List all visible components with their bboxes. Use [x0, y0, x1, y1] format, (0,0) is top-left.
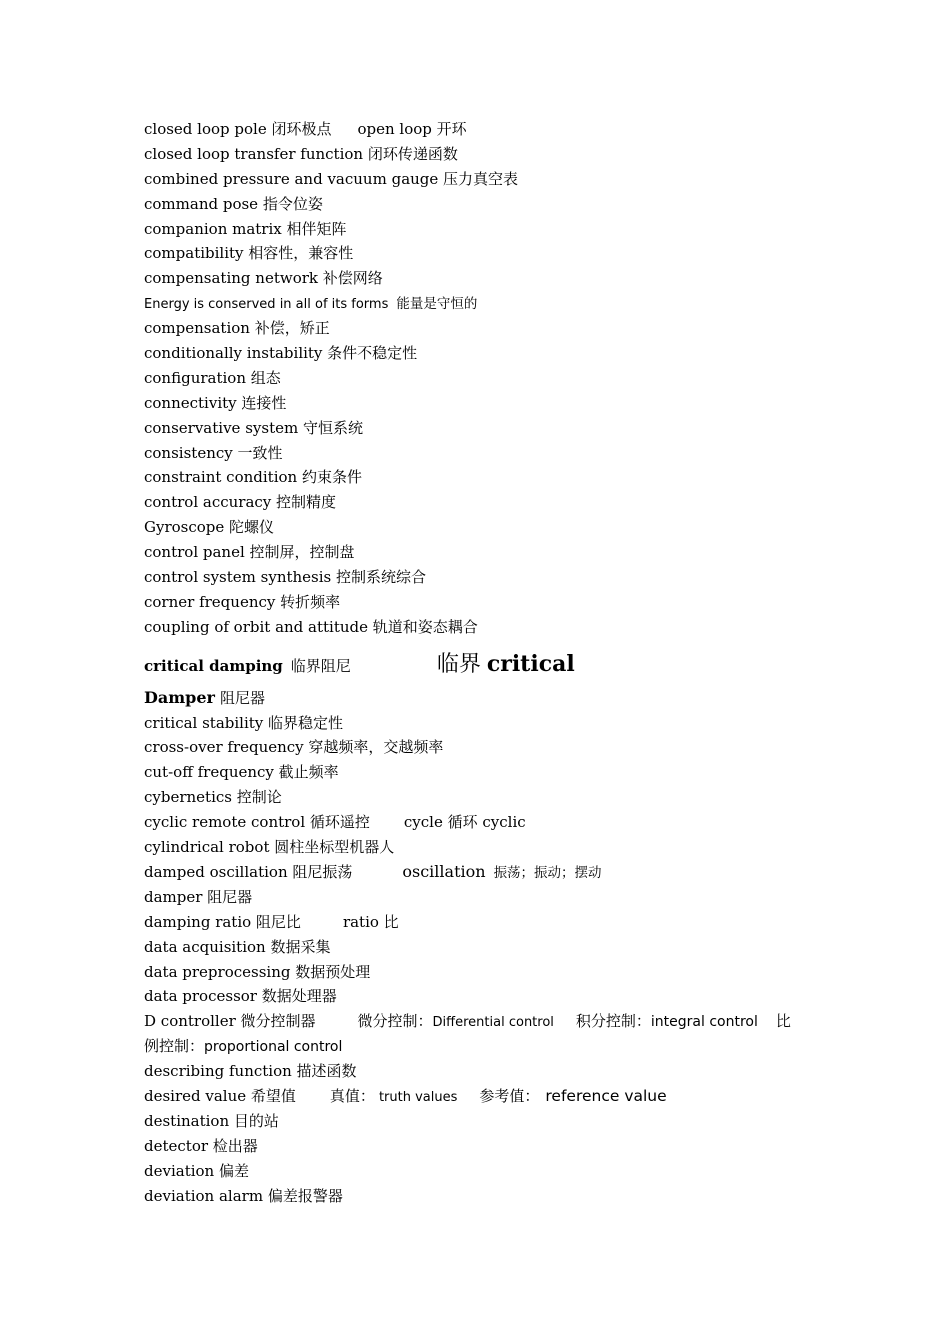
glossary-line — [144, 1184, 824, 1209]
glossary-line — [144, 615, 824, 640]
term-zh: 阻尼器 — [219, 688, 265, 707]
glossary-line — [144, 465, 824, 490]
term: desired value 希望值 — [144, 1086, 296, 1105]
term: compensation 补偿，矫正 — [144, 319, 330, 338]
glossary-line — [144, 490, 824, 515]
term: data processor 数据处理器 — [144, 987, 337, 1006]
term: describing function 描述函数 — [144, 1062, 357, 1081]
glossary-line — [144, 192, 824, 217]
term: cylindrical robot 圆柱坐标型机器人 — [144, 838, 395, 857]
glossary-line — [144, 785, 824, 810]
term-en: proportional control — [204, 1039, 343, 1056]
term: control accuracy 控制精度 — [144, 493, 337, 512]
term-zh: 比 — [775, 1012, 791, 1031]
glossary-line — [144, 835, 824, 860]
term: companion matrix 相伴矩阵 — [144, 219, 347, 238]
glossary-line — [144, 167, 824, 192]
term: open loop 开环 — [357, 120, 467, 138]
glossary-line — [144, 117, 824, 142]
glossary-line — [144, 860, 824, 885]
glossary-line — [144, 540, 824, 565]
term: data acquisition 数据采集 — [144, 937, 331, 956]
term-zh: 真值： — [329, 1086, 375, 1105]
term: corner frequency 转折频率 — [144, 592, 341, 611]
term: closed loop transfer function 闭环传递函数 — [144, 144, 458, 163]
glossary-line — [144, 565, 824, 590]
term-zh: 微分控制： — [357, 1012, 433, 1031]
term-zh: 例控制： — [144, 1037, 205, 1056]
glossary-line — [144, 984, 824, 1009]
term: deviation 偏差 — [144, 1161, 249, 1180]
term-en: reference value — [545, 1086, 667, 1105]
glossary-line — [144, 1059, 824, 1084]
glossary-line — [144, 1159, 824, 1184]
glossary-line — [144, 1009, 824, 1034]
glossary-line — [144, 760, 824, 785]
term: Gyroscope 陀螺仪 — [144, 518, 275, 537]
glossary-content — [144, 117, 824, 1208]
term: constraint condition 约束条件 — [144, 468, 362, 487]
term: compatibility 相容性，兼容性 — [144, 244, 354, 263]
big-term-en: critical — [486, 650, 575, 677]
glossary-line — [144, 590, 824, 615]
term-zh: 参考值： — [479, 1086, 540, 1105]
glossary-line — [144, 391, 824, 416]
term: closed loop pole 闭环极点 — [144, 120, 332, 138]
term: command pose 指令位姿 — [144, 194, 323, 213]
glossary-line — [144, 366, 824, 391]
term: destination 目的站 — [144, 1111, 279, 1130]
term: coupling of orbit and attitude 轨道和姿态耦合 — [144, 617, 478, 636]
term: combined pressure and vacuum gauge 压力真空表 — [144, 169, 519, 188]
term: configuration 组态 — [144, 368, 281, 387]
term: ratio 比 — [342, 912, 399, 931]
glossary-line — [144, 810, 824, 835]
term: conditionally instability 条件不稳定性 — [144, 344, 418, 363]
term: cross-over frequency 穿越频率，交越频率 — [144, 738, 444, 757]
glossary-line — [144, 515, 824, 540]
term: detector 检出器 — [144, 1136, 258, 1155]
term-en: Differential control — [432, 1015, 554, 1031]
term-en: Energy is conserved in all of its forms — [144, 297, 389, 313]
glossary-line — [144, 441, 824, 466]
glossary-line — [144, 935, 824, 960]
term-zh: 积分控制： — [575, 1012, 651, 1031]
glossary-line — [144, 1134, 824, 1159]
glossary-line — [144, 241, 824, 266]
glossary-line — [144, 316, 824, 341]
glossary-line — [144, 711, 824, 736]
term-zh: 能量是守恒的 — [396, 296, 478, 313]
glossary-line — [144, 291, 824, 316]
critical-heading-line — [144, 640, 824, 686]
glossary-line — [144, 1084, 824, 1109]
term: cybernetics 控制论 — [144, 788, 282, 807]
term: cyclic remote control 循环遥控 — [144, 813, 370, 832]
term-en: integral control — [650, 1014, 758, 1031]
term: critical stability 临界稳定性 — [144, 713, 344, 732]
term: deviation alarm 偏差报警器 — [144, 1186, 343, 1205]
glossary-line — [144, 1034, 824, 1059]
term: consistency 一致性 — [144, 443, 283, 462]
glossary-line — [144, 416, 824, 441]
term-en: critical damping — [144, 656, 283, 675]
big-term-zh: 临界 — [436, 651, 481, 677]
term-zh: 临界阻尼 — [290, 656, 351, 675]
term: control system synthesis 控制系统综合 — [144, 568, 427, 587]
term: damper 阻尼器 — [144, 887, 253, 906]
term-zh: 振荡；振动；摆动 — [493, 864, 602, 881]
term: D controller 微分控制器 — [144, 1012, 316, 1031]
glossary-line — [144, 266, 824, 291]
term: conservative system 守恒系统 — [144, 418, 363, 437]
term: cycle 循环 cyclic — [403, 813, 526, 832]
term: damping ratio 阻尼比 — [144, 912, 301, 931]
term-en: Damper — [144, 687, 215, 707]
glossary-line — [144, 1109, 824, 1134]
glossary-line — [144, 217, 824, 242]
term: compensating network 补偿网络 — [144, 269, 383, 288]
term: cut-off frequency 截止频率 — [144, 763, 339, 782]
term: oscillation — [402, 861, 486, 881]
glossary-line — [144, 910, 824, 935]
term: control panel 控制屏，控制盘 — [144, 543, 355, 562]
term-en: truth values — [378, 1089, 458, 1105]
glossary-line — [144, 960, 824, 985]
glossary-line — [144, 341, 824, 366]
damper-heading-line — [144, 686, 824, 711]
glossary-line — [144, 142, 824, 167]
glossary-line — [144, 735, 824, 760]
term: connectivity 连接性 — [144, 393, 287, 412]
term: damped oscillation 阻尼振荡 — [144, 862, 353, 881]
term: data preprocessing 数据预处理 — [144, 962, 371, 981]
glossary-line — [144, 885, 824, 910]
